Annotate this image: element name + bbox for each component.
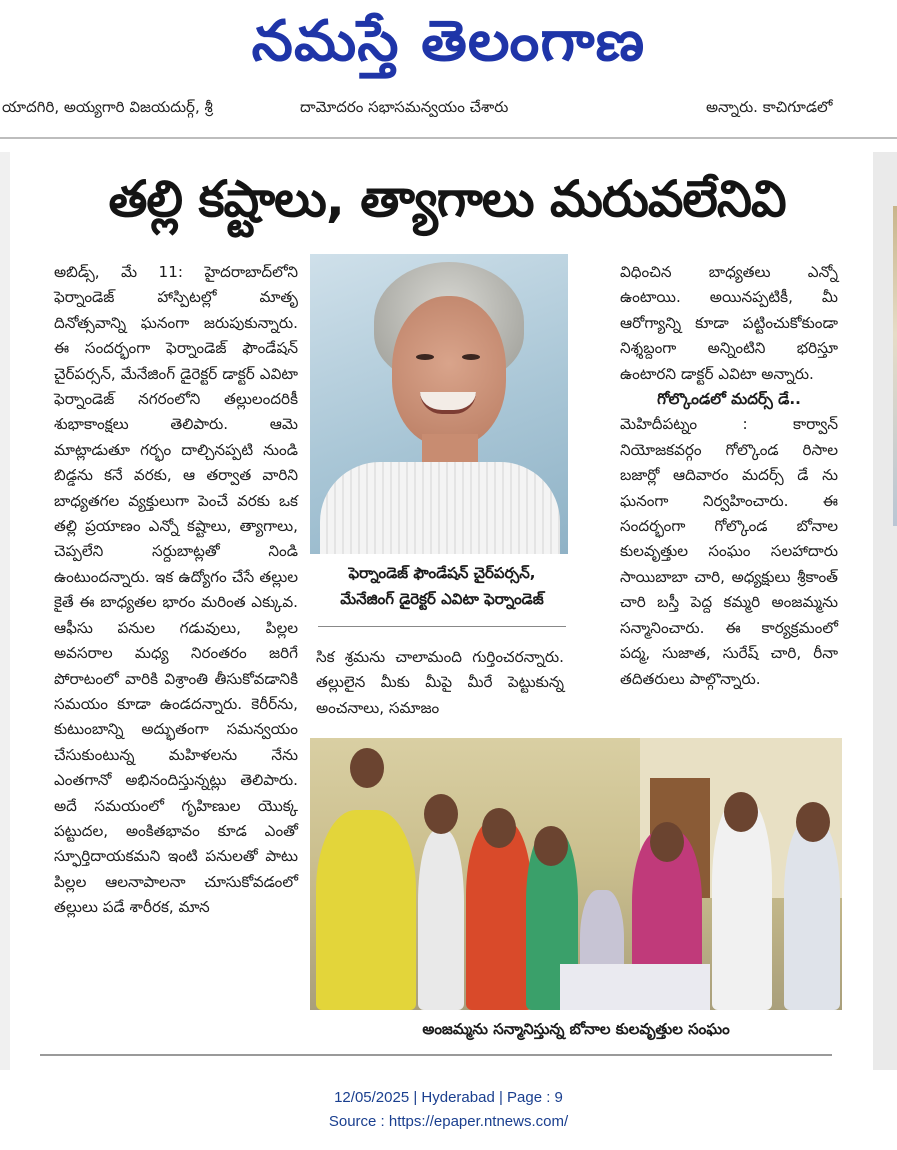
adjacent-article-edge — [893, 206, 897, 526]
group-photo-caption: అంజమ్మను సన్మానిస్తున్న బోనాల కులవృత్తుల సంఘం — [422, 1020, 730, 1038]
column-3-text-a: విధించిన బాధ్యతలు ఎన్నో ఉంటాయి. అయినప్పటికీ, మీ ఆరోగ్యాన్ని కూడా పట్టించుకోకుండా నిశ్శబ్దంగా అన్నింటిని భరిస్తూ ఉంటారని డాక్టర్ ఎవిటా అన్నారు. — [620, 263, 838, 383]
photo-person — [784, 820, 840, 1010]
ticker-text-left: యాదగిరి, అయ్యగారి విజయదుర్గ్, శ్రీ — [2, 98, 213, 116]
group-photo — [310, 738, 842, 1010]
photo-person-head — [350, 748, 384, 788]
photo-person — [418, 830, 464, 1010]
photo-table — [560, 964, 710, 1010]
ticker-strip — [0, 92, 897, 122]
column-1-text: అబిడ్స్, మే 11: హైదరాబాద్‌లోని ఫెర్నాండెజ్ హాస్పిటల్లో మాతృ దినోత్సవాన్ని ఘనంగా జరుపుకున్నారు. ఈ సందర్భంగా ఫెర్నాండెజ్ ఫౌండేషన్ చైర్‌పర్సన్, మేనేజింగ్ డైరెక్టర్ డాక్టర్ ఎవిటా ఫెర్నాండెజ్ నగరంలోని తల్లులందరికీ శుభాకాంక్షలు తెలిపారు. ఆమె మాట్లాడుతూ గర్భం దాల్చినప్పటి నుండి బిడ్డను కనే వరకు, ఆ తర్వాత వారిని బాధ్యతగల వ్యక్తులుగా పెంచే వరకు ఒక తల్లి ప్రయాణం ఎన్నో కష్టాలు, త్యాగాలు, చెప్పలేని సర్దుబాట్లతో నిండి ఉంటుందన్నారు. ఇక ఉద్యోగం చేసే తల్లుల కైతే ఈ బాధ్యతల భారం మరింత ఎక్కువ. ఆఫీసు పనుల గడువులు, పిల్లల అవసరాల మధ్య నిరంతరం జరిగే పోరాటంలో వారికి విశ్రాంతి తీసుకోవడానికి సమయం కూడా ఉండదన్నారు. కెరీర్‌ను, కుటుంబాన్ని అద్భుతంగా సమన్వయం చేసుకుంటున్న మహిళలను నేను ఎంతగానో అభినందిస్తున్నట్లు తెలిపారు. అదే సమయంలో గృహిణుల యొక్క పట్టుదల, అంకితభావం కూడ ఎంతో స్ఫూర్తిదాయకమని ఇంటి పనులతో పాటు పిల్లల ఆలనాపాలనా చూసుకోవడంలో తల్లులు పడే శారీరక, మాన — [54, 263, 298, 917]
portrait-face — [392, 296, 506, 446]
photo-person-head — [650, 822, 684, 862]
photo-person-head — [424, 794, 458, 834]
subheading: గోల్కొండలో మదర్స్ డే.. — [657, 390, 801, 409]
portrait-photo — [310, 254, 568, 554]
portrait-shirt — [320, 462, 560, 554]
photo-person — [316, 810, 416, 1010]
column-3-text-b: మెహిదీపట్నం : కార్వాన్ నియోజకవర్గం గోల్కొండ రిసాల బజార్లో ఆదివారం మదర్స్ డే ను ఘనంగా నిర్వహించారు. ఈ సందర్భంగా గోల్కొండ బోనాల కులవృత్తుల సంఘం సలహాదారు సాయిబాబా చారి, అధ్యక్షులు శ్రీకాంత్ చారి బస్తీ పెద్ద కమ్మరి అంజమ్మను సన్మానించారు. ఈ కార్యక్రమంలో పద్మ, సుజాత, సురేష్ చారి, రీనా తదితరులు పాల్గొన్నారు. — [620, 415, 838, 688]
photo-person-head — [534, 826, 568, 866]
portrait-eye — [416, 354, 434, 360]
photo-person-head — [482, 808, 516, 848]
bottom-divider — [40, 1054, 832, 1056]
portrait-caption-line-1: ఫెర్నాండెజ్ ఫౌండేషన్ చైర్‌పర్సన్, — [348, 564, 536, 582]
photo-person — [466, 820, 532, 1010]
footer-date-line: 12/05/2025 | Hyderabad | Page : 9 — [334, 1089, 563, 1106]
article-headline: తల్లి కష్టాలు, త్యాగాలు మరువలేనివి — [108, 170, 786, 228]
article-column-1 — [54, 260, 298, 921]
page-footer — [0, 1086, 897, 1134]
photo-person-head — [796, 802, 830, 842]
portrait-eye — [462, 354, 480, 360]
article-column-3 — [620, 260, 838, 692]
ticker-text-middle: దామోదరం సభాసమన్వయం చేశారు — [300, 98, 509, 116]
article-column-2 — [316, 645, 564, 721]
portrait-caption — [304, 560, 580, 612]
ticker-text-right: అన్నారు. కాచిగూడలో — [706, 98, 833, 116]
right-margin-strip — [873, 152, 897, 1070]
newspaper-logo: నమస్తే తెలంగాణ — [251, 9, 646, 74]
masthead — [0, 0, 897, 88]
caption-divider — [318, 626, 566, 627]
footer-source-line: Source : https://epaper.ntnews.com/ — [328, 1113, 569, 1130]
column-2-text: సిక శ్రమను చాలామంది గుర్తించరన్నారు. తల్లులైన మీకు మీపై మీరే పెట్టుకున్న అంచనాలు, సమాజం — [316, 648, 564, 717]
portrait-caption-line-2: మేనేజింగ్ డైరెక్టర్ ఎవిటా ఫెర్నాండెజ్ — [340, 590, 544, 608]
top-divider — [0, 137, 897, 139]
left-margin-strip — [0, 152, 10, 1070]
photo-person-head — [724, 792, 758, 832]
